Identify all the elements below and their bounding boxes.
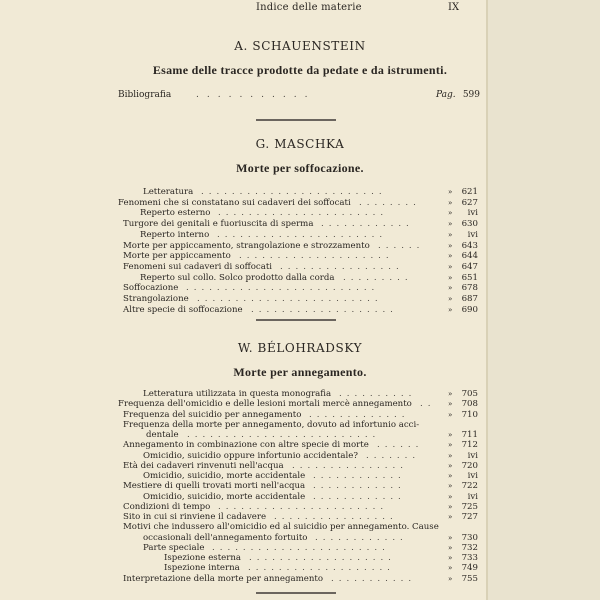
entry-page: 630 bbox=[461, 219, 478, 229]
ditto-mark: » bbox=[448, 482, 453, 490]
leader-dots: ................... bbox=[251, 305, 398, 315]
entry-page: 727 bbox=[461, 512, 478, 522]
toc-entry bbox=[123, 410, 478, 420]
leader-dots: .......... bbox=[339, 389, 417, 399]
leader-dots: ............... bbox=[292, 461, 408, 471]
leader-dots: ...................... bbox=[218, 208, 389, 218]
entry-page: 710 bbox=[461, 410, 478, 420]
entry-title: Soffocazione bbox=[123, 283, 179, 293]
page-fold-line bbox=[486, 0, 488, 600]
toc-entry bbox=[143, 471, 478, 481]
running-head: Indice delle materie bbox=[256, 2, 362, 13]
entry-page: ivi bbox=[467, 230, 478, 240]
toc-entry bbox=[140, 273, 478, 283]
ditto-mark: » bbox=[448, 575, 453, 583]
entry-title: Fenomeni che si constatano sui cadaveri dei soffocati bbox=[118, 198, 351, 208]
leader-dots: ...... bbox=[377, 440, 424, 450]
entry-page: ivi bbox=[467, 492, 478, 502]
toc-entry bbox=[123, 502, 478, 512]
ditto-mark: » bbox=[448, 564, 453, 572]
entry-title: Frequenza del suicidio per annegamento bbox=[123, 410, 302, 420]
ditto-mark: » bbox=[448, 503, 453, 511]
leader-dots: ......................... bbox=[186, 283, 380, 293]
pag-prefix: Pag. bbox=[436, 90, 456, 100]
ditto-mark: » bbox=[448, 554, 453, 562]
entry-page: 621 bbox=[461, 187, 478, 197]
entry-title: Reperto sul collo. Solco prodotto dalla corda bbox=[140, 273, 335, 283]
toc-entry bbox=[143, 389, 478, 399]
entry-title: Frequenza dell'omicidio e delle lesioni mortali mercè annegamento bbox=[118, 399, 412, 409]
leader-dots: ................ bbox=[274, 512, 398, 522]
toc-entry bbox=[123, 219, 478, 229]
leader-dots: ........................ bbox=[201, 187, 387, 197]
leader-dots: ...... bbox=[378, 241, 425, 251]
section-divider bbox=[256, 319, 336, 321]
entry-page: 651 bbox=[461, 273, 478, 283]
ditto-mark: » bbox=[448, 441, 453, 449]
entry-title: Reperto interno bbox=[140, 230, 210, 240]
ditto-mark: » bbox=[448, 188, 453, 196]
entry-title: Omicidio, suicidio oppure infortunio accidentale? bbox=[143, 451, 358, 461]
toc-entry bbox=[123, 522, 478, 532]
ditto-mark: » bbox=[448, 274, 453, 282]
ditto-mark: » bbox=[448, 452, 453, 460]
toc-entry bbox=[123, 241, 478, 251]
leader-dots: ........... bbox=[331, 574, 417, 584]
toc-entry bbox=[123, 251, 478, 261]
entry-page: 687 bbox=[461, 294, 478, 304]
entry-title: Età dei cadaveri rinvenuti nell'acqua bbox=[123, 461, 284, 471]
leader-dots: ................... bbox=[248, 563, 395, 573]
entry-title: Annegamento in combinazione con altre specie di morte bbox=[123, 440, 369, 450]
leader-dots: .. bbox=[420, 399, 436, 409]
leader-dots: ......................... bbox=[187, 430, 381, 440]
toc-entry bbox=[140, 208, 478, 218]
entry-page: ivi bbox=[467, 208, 478, 218]
entry-page: 647 bbox=[461, 262, 478, 272]
entry-title: Interpretazione della morte per annegamento bbox=[123, 574, 324, 584]
entry-title: Omicidio, suicidio, morte accidentale bbox=[143, 471, 306, 481]
entry-title: Strangolazione bbox=[123, 294, 189, 304]
entry-page: 705 bbox=[461, 389, 478, 399]
toc-entry bbox=[143, 187, 478, 197]
entry-page: 730 bbox=[461, 533, 478, 543]
entry-page: 725 bbox=[461, 502, 478, 512]
entry-title: Ispezione interna bbox=[164, 563, 240, 573]
toc-entry bbox=[143, 533, 478, 543]
page-number: IX bbox=[448, 2, 460, 13]
toc-entry bbox=[123, 440, 478, 450]
entry-page: 749 bbox=[461, 563, 478, 573]
entry-title: occasionali dell'annegamento fortuito bbox=[143, 533, 308, 543]
entry-page: ivi bbox=[467, 451, 478, 461]
entry-page: 733 bbox=[461, 553, 478, 563]
entry-page: 599 bbox=[462, 90, 480, 100]
entry-title: Sito in cui si rinviene il cadavere bbox=[123, 512, 267, 522]
ditto-mark: » bbox=[448, 306, 453, 314]
entry-title: Condizioni di tempo bbox=[123, 502, 211, 512]
entry-page: 708 bbox=[461, 399, 478, 409]
toc-entry bbox=[164, 553, 478, 563]
leader-dots: ............ bbox=[315, 533, 408, 543]
entry-page: 732 bbox=[461, 543, 478, 553]
toc-entry bbox=[123, 305, 478, 315]
toc-entry bbox=[123, 481, 478, 491]
entry-title: Mestiere di quelli trovati morti nell'acqua bbox=[123, 481, 306, 491]
entry-title: Morte per appiccamento bbox=[123, 251, 231, 261]
leader-dots: ........... bbox=[196, 90, 316, 100]
leader-dots: ....................... bbox=[212, 543, 390, 553]
chapter-title: Morte per annegamento. bbox=[233, 365, 367, 379]
author-heading: A. SCHAUENSTEIN bbox=[234, 39, 366, 53]
ditto-mark: » bbox=[448, 220, 453, 228]
ditto-mark: » bbox=[448, 252, 453, 260]
entry-page: 627 bbox=[461, 198, 478, 208]
toc-entry bbox=[143, 492, 478, 502]
leader-dots: ............ bbox=[313, 481, 406, 491]
entry-page: 678 bbox=[461, 283, 478, 293]
ditto-mark: » bbox=[448, 513, 453, 521]
ditto-mark: » bbox=[448, 493, 453, 501]
entry-title: Bibliografia bbox=[118, 90, 172, 100]
chapter-title: Esame delle tracce prodotte da pedate e da istrumenti. bbox=[152, 63, 448, 77]
entry-page: ivi bbox=[467, 471, 478, 481]
toc-entry bbox=[123, 574, 478, 584]
ditto-mark: » bbox=[448, 295, 453, 303]
leader-dots: ........ bbox=[359, 198, 421, 208]
toc-entry bbox=[143, 451, 478, 461]
leader-dots: ...................... bbox=[217, 230, 388, 240]
entry-title: Ispezione esterna bbox=[164, 553, 241, 563]
section-divider bbox=[256, 592, 336, 594]
ditto-mark: » bbox=[448, 263, 453, 271]
toc-entry bbox=[123, 420, 478, 430]
section-divider bbox=[256, 119, 336, 121]
toc-entry bbox=[164, 563, 478, 573]
toc-entry bbox=[140, 230, 478, 240]
leader-dots: ....... bbox=[366, 451, 421, 461]
page-margin bbox=[488, 0, 600, 600]
toc-entry bbox=[123, 461, 478, 471]
toc-entry bbox=[123, 283, 478, 293]
bibliography-entry bbox=[118, 89, 478, 101]
leader-dots: .................... bbox=[239, 251, 394, 261]
leader-dots: ......... bbox=[343, 273, 413, 283]
leader-dots: ............ bbox=[321, 219, 414, 229]
ditto-mark: » bbox=[448, 411, 453, 419]
toc-entry bbox=[118, 198, 478, 208]
entry-page: 711 bbox=[461, 430, 478, 440]
leader-dots: ...................... bbox=[218, 502, 389, 512]
ditto-mark: » bbox=[448, 400, 453, 408]
author-heading: W. BÉLOHRADSKY bbox=[237, 341, 363, 355]
ditto-mark: » bbox=[448, 462, 453, 470]
entry-title: Frequenza della morte per annegamento, dovuto ad infortunio acci- bbox=[123, 420, 420, 430]
entry-page: 690 bbox=[461, 305, 478, 315]
ditto-mark: » bbox=[448, 472, 453, 480]
toc-entry bbox=[146, 430, 478, 440]
toc-entry bbox=[143, 543, 478, 553]
leader-dots: ................... bbox=[249, 553, 396, 563]
author-heading: G. MASCHKA bbox=[255, 137, 345, 151]
entry-title: Altre specie di soffocazione bbox=[123, 305, 243, 315]
ditto-mark: » bbox=[448, 209, 453, 217]
toc-entry bbox=[123, 294, 478, 304]
leader-dots: ............. bbox=[309, 410, 410, 420]
entry-page: 643 bbox=[461, 241, 478, 251]
entry-title: Motivi che indussero all'omicidio ed al suicidio per annegamento. Cause bbox=[123, 522, 439, 532]
ditto-mark: » bbox=[448, 199, 453, 207]
entry-page: 712 bbox=[461, 440, 478, 450]
toc-entry bbox=[123, 512, 478, 522]
entry-title: Turgore dei genitali e fuoriuscita di sperma bbox=[123, 219, 314, 229]
entry-title: Letteratura utilizzata in questa monografia bbox=[143, 389, 332, 399]
leader-dots: ............ bbox=[313, 471, 406, 481]
entry-title: Reperto esterno bbox=[140, 208, 211, 218]
entry-title: Omicidio, suicidio, morte accidentale bbox=[143, 492, 306, 502]
ditto-mark: » bbox=[448, 390, 453, 398]
entry-page: 720 bbox=[461, 461, 478, 471]
ditto-mark: » bbox=[448, 242, 453, 250]
ditto-mark: » bbox=[448, 284, 453, 292]
leader-dots: ................ bbox=[280, 262, 404, 272]
entry-title: Parte speciale bbox=[143, 543, 205, 553]
entry-title: dentale bbox=[146, 430, 179, 440]
ditto-mark: » bbox=[448, 231, 453, 239]
ditto-mark: » bbox=[448, 431, 453, 439]
leader-dots: ............ bbox=[313, 492, 406, 502]
chapter-title: Morte per soffocazione. bbox=[236, 161, 364, 175]
entry-title: Letteratura bbox=[143, 187, 194, 197]
toc-entry bbox=[118, 399, 478, 409]
ditto-mark: » bbox=[448, 544, 453, 552]
entry-page: 755 bbox=[461, 574, 478, 584]
entry-page: 644 bbox=[461, 251, 478, 261]
ditto-mark: » bbox=[448, 534, 453, 542]
leader-dots: ........................ bbox=[197, 294, 383, 304]
entry-page: 722 bbox=[461, 481, 478, 491]
toc-entry bbox=[123, 262, 478, 272]
entry-title: Morte per appiccamento, strangolazione e strozzamento bbox=[123, 241, 370, 251]
entry-title: Fenomeni sui cadaveri di soffocati bbox=[123, 262, 273, 272]
